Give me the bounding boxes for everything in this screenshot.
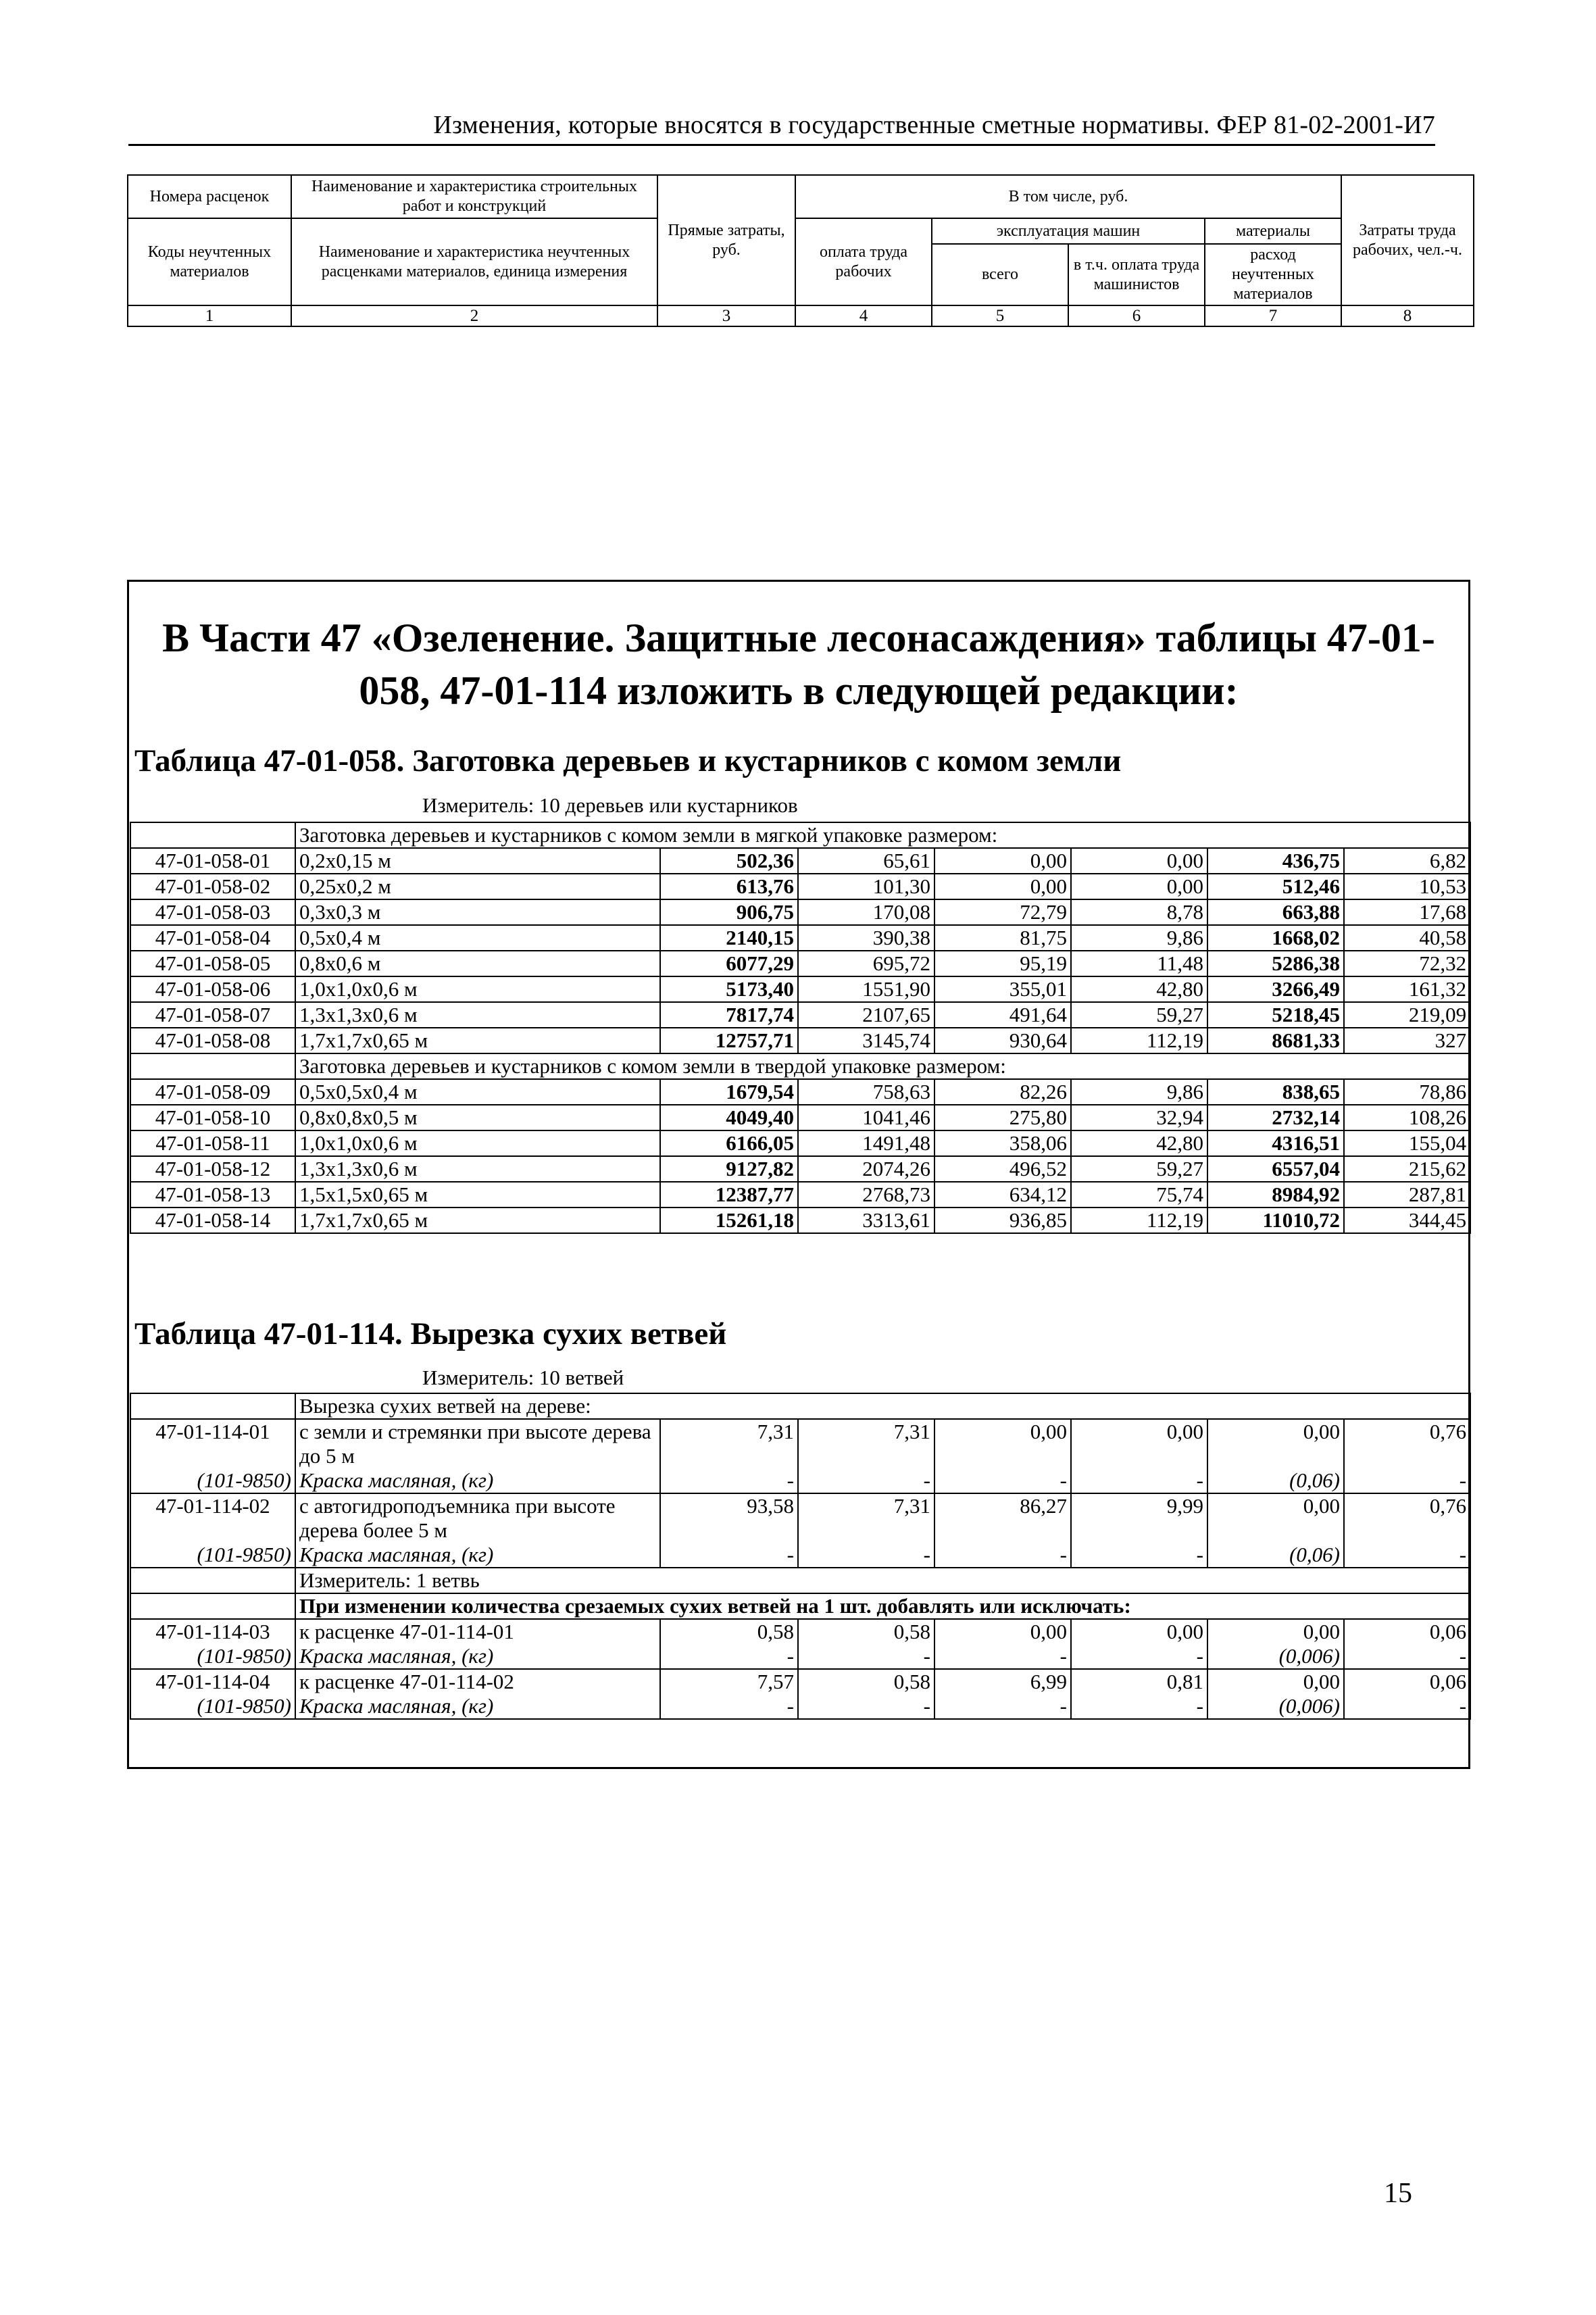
materials-cost: 663,88	[1207, 899, 1344, 925]
rate-code: 47-01-058-01	[130, 848, 295, 874]
rate-name: с земли и стремянки при высоте дерева до 5 м	[295, 1419, 660, 1468]
table-47-01-114-meter: Измеритель: 10 ветвей	[422, 1366, 624, 1389]
machine-labor-cost: 0,00	[1071, 874, 1207, 899]
col-number: 6	[1068, 305, 1205, 326]
machine-labor-cost: 0,81	[1071, 1669, 1207, 1694]
labor-cost: 101,30	[798, 874, 934, 899]
direct-cost: -	[660, 1468, 798, 1493]
document-title: Изменения, которые вносятся в государственные сметные нормативы. ФЕР 81-02-2001-И7	[433, 111, 1435, 139]
table-row	[130, 1079, 1470, 1105]
machine-labor-cost: 11,48	[1071, 951, 1207, 976]
material-row	[130, 1468, 1470, 1493]
machine-cost: -	[934, 1644, 1071, 1669]
material-row	[130, 1694, 1470, 1719]
machine-cost: 930,64	[934, 1028, 1071, 1053]
labor-hours: 161,32	[1344, 976, 1470, 1002]
machine-cost: 0,00	[934, 848, 1071, 874]
material-code: (101-9850)	[130, 1543, 295, 1568]
col-header-2-bottom: Наименование и характеристика неучтенных расценками материалов, единица измерения	[291, 218, 657, 305]
machine-labor-cost: 0,00	[1071, 1419, 1207, 1468]
rate-name: 1,3x1,3x0,6 м	[295, 1156, 660, 1182]
labor-hours: 344,45	[1344, 1208, 1470, 1233]
material-row	[130, 1644, 1470, 1669]
rate-code: 47-01-058-12	[130, 1156, 295, 1182]
table-47-01-058	[130, 822, 1471, 1234]
rate-code: 47-01-058-09	[130, 1079, 295, 1105]
machine-labor-cost: 59,27	[1071, 1002, 1207, 1028]
material-consumption: (0,06)	[1207, 1468, 1344, 1493]
material-row	[130, 1543, 1470, 1568]
machine-labor-cost: 9,99	[1071, 1493, 1207, 1543]
labor-hours: 0,06	[1344, 1619, 1470, 1644]
direct-cost: 6077,29	[660, 951, 798, 976]
table-row	[130, 899, 1470, 925]
table-row	[130, 1182, 1470, 1208]
materials-cost: 3266,49	[1207, 976, 1344, 1002]
table-47-01-058-meter: Измеритель: 10 деревьев или кустарников	[422, 793, 798, 817]
rate-name: 1,7x1,7x0,65 м	[295, 1208, 660, 1233]
labor-cost: 2107,65	[798, 1002, 934, 1028]
material-name: Краска масляная, (кг)	[295, 1543, 660, 1568]
table-47-01-114	[130, 1393, 1471, 1720]
page-number: 15	[1384, 2178, 1412, 2209]
rate-code: 47-01-058-02	[130, 874, 295, 899]
direct-cost: -	[660, 1644, 798, 1669]
machine-labor-cost: 75,74	[1071, 1182, 1207, 1208]
rate-code: 47-01-058-10	[130, 1105, 295, 1130]
labor-hours: 10,53	[1344, 874, 1470, 899]
col-number: 4	[795, 305, 932, 326]
materials-cost: 8984,92	[1207, 1182, 1344, 1208]
col-header-1-bottom: Коды неучтенных материалов	[128, 218, 291, 305]
machine-labor-cost: 32,94	[1071, 1105, 1207, 1130]
direct-cost: 613,76	[660, 874, 798, 899]
labor-hours: -	[1344, 1694, 1470, 1719]
labor-cost: -	[798, 1543, 934, 1568]
col-number: 5	[932, 305, 1068, 326]
col-number: 7	[1205, 305, 1341, 326]
rate-name: 0,25x0,2 м	[295, 874, 660, 899]
table-row	[130, 1669, 1470, 1694]
machine-cost: 355,01	[934, 976, 1071, 1002]
machine-cost: 95,19	[934, 951, 1071, 976]
rate-code: 47-01-058-14	[130, 1208, 295, 1233]
machine-cost: 491,64	[934, 1002, 1071, 1028]
meter-one-branch: Измеритель: 1 ветвь	[295, 1568, 1470, 1593]
machine-cost: 72,79	[934, 899, 1071, 925]
materials-cost: 4316,51	[1207, 1130, 1344, 1156]
labor-hours: 6,82	[1344, 848, 1470, 874]
materials-cost: 5218,45	[1207, 1002, 1344, 1028]
meter-row	[130, 1568, 1470, 1593]
materials-cost: 2732,14	[1207, 1105, 1344, 1130]
table-row	[130, 976, 1470, 1002]
rate-name: 1,7x1,7x0,65 м	[295, 1028, 660, 1053]
labor-cost: 65,61	[798, 848, 934, 874]
table-47-01-058-heading: Таблица 47-01-058. Заготовка деревьев и кустарников с комом земли	[134, 743, 1122, 778]
rate-name: 0,5x0,4 м	[295, 925, 660, 951]
material-consumption: (0,006)	[1207, 1694, 1344, 1719]
table-47-01-114-heading: Таблица 47-01-114. Вырезка сухих ветвей	[134, 1316, 727, 1351]
labor-hours: 155,04	[1344, 1130, 1470, 1156]
machine-labor-cost: 59,27	[1071, 1156, 1207, 1182]
col-number: 8	[1341, 305, 1474, 326]
direct-cost: 7,57	[660, 1669, 798, 1694]
materials-cost: 0,00	[1207, 1493, 1344, 1543]
group-row	[130, 1593, 1470, 1619]
labor-cost: 7,31	[798, 1419, 934, 1468]
rate-name: 0,8x0,6 м	[295, 951, 660, 976]
machine-labor-cost: 9,86	[1071, 1079, 1207, 1105]
table-row	[130, 1028, 1470, 1053]
labor-cost: 3313,61	[798, 1208, 934, 1233]
table-row	[130, 925, 1470, 951]
col-number: 3	[657, 305, 795, 326]
labor-hours: 40,58	[1344, 925, 1470, 951]
labor-cost: 1551,90	[798, 976, 934, 1002]
machine-labor-cost: 42,80	[1071, 1130, 1207, 1156]
rate-code: 47-01-114-01	[130, 1419, 295, 1468]
rate-name: к расценке 47-01-114-02	[295, 1669, 660, 1694]
rate-name: 0,5x0,5x0,4 м	[295, 1079, 660, 1105]
rate-code: 47-01-114-03	[130, 1619, 295, 1644]
machine-labor-cost: -	[1071, 1644, 1207, 1669]
col-header-6: в т.ч. оплата труда машинистов	[1068, 244, 1205, 305]
amendment-box	[127, 580, 1470, 1769]
direct-cost: 12387,77	[660, 1182, 798, 1208]
labor-cost: 390,38	[798, 925, 934, 951]
material-code: (101-9850)	[130, 1468, 295, 1493]
labor-cost: 7,31	[798, 1493, 934, 1543]
materials-cost: 8681,33	[1207, 1028, 1344, 1053]
group-row	[130, 1053, 1470, 1079]
direct-cost: 502,36	[660, 848, 798, 874]
labor-hours: 17,68	[1344, 899, 1470, 925]
table-row	[130, 1419, 1470, 1468]
empty-cell	[130, 1568, 295, 1593]
machine-cost: 6,99	[934, 1669, 1071, 1694]
machine-labor-cost: 0,00	[1071, 1619, 1207, 1644]
machine-labor-cost: 0,00	[1071, 848, 1207, 874]
machine-cost: 0,00	[934, 1419, 1071, 1468]
group-row	[130, 822, 1470, 848]
machine-cost: 0,00	[934, 874, 1071, 899]
labor-hours: 108,26	[1344, 1105, 1470, 1130]
labor-cost: 758,63	[798, 1079, 934, 1105]
table-row	[130, 848, 1470, 874]
table-row	[130, 1208, 1470, 1233]
labor-hours: 219,09	[1344, 1002, 1470, 1028]
rate-name: 1,3x1,3x0,6 м	[295, 1002, 660, 1028]
machine-cost: 0,00	[934, 1619, 1071, 1644]
labor-hours: -	[1344, 1468, 1470, 1493]
machine-labor-cost: 112,19	[1071, 1208, 1207, 1233]
machine-cost: 86,27	[934, 1493, 1071, 1543]
materials-cost: 11010,72	[1207, 1208, 1344, 1233]
table-row	[130, 951, 1470, 976]
machine-cost: -	[934, 1694, 1071, 1719]
table-row	[130, 1002, 1470, 1028]
materials-cost: 512,46	[1207, 874, 1344, 899]
direct-cost: 0,58	[660, 1619, 798, 1644]
labor-cost: 170,08	[798, 899, 934, 925]
materials-cost: 5286,38	[1207, 951, 1344, 976]
table-row	[130, 1156, 1470, 1182]
table-row	[130, 1619, 1470, 1644]
col-header-1-top: Номера расценок	[128, 175, 291, 218]
rate-code: 47-01-058-13	[130, 1182, 295, 1208]
rate-name: 0,3x0,3 м	[295, 899, 660, 925]
rate-code: 47-01-058-08	[130, 1028, 295, 1053]
labor-hours: 0,76	[1344, 1419, 1470, 1468]
group-hard-packaging: Заготовка деревьев и кустарников с комом земли в твердой упаковке размером:	[295, 1053, 1470, 1079]
labor-cost: -	[798, 1644, 934, 1669]
col-header-8: Затраты труда рабочих, чел.-ч.	[1341, 175, 1474, 305]
materials-cost: 0,00	[1207, 1619, 1344, 1644]
materials-cost: 0,00	[1207, 1669, 1344, 1694]
machine-labor-cost: -	[1071, 1694, 1207, 1719]
rate-code: 47-01-114-04	[130, 1669, 295, 1694]
rate-name: 0,2x0,15 м	[295, 848, 660, 874]
rate-code: 47-01-058-04	[130, 925, 295, 951]
empty-cell	[130, 1593, 295, 1619]
rate-code: 47-01-058-06	[130, 976, 295, 1002]
labor-hours: 0,06	[1344, 1669, 1470, 1694]
materials-cost: 436,75	[1207, 848, 1344, 874]
empty-cell	[130, 822, 295, 848]
direct-cost: 6166,05	[660, 1130, 798, 1156]
materials-cost: 0,00	[1207, 1419, 1344, 1468]
labor-hours: 287,81	[1344, 1182, 1470, 1208]
rate-name: 1,0x1,0x0,6 м	[295, 1130, 660, 1156]
col-header-7: расход неучтенных материалов	[1205, 244, 1341, 305]
labor-hours: 327	[1344, 1028, 1470, 1053]
machine-labor-cost: 112,19	[1071, 1028, 1207, 1053]
rate-code: 47-01-058-11	[130, 1130, 295, 1156]
section-title: В Части 47 «Озеленение. Защитные лесонасаждения» таблицы 47-01-058, 47-01-114 изложить в следующей редакции:	[162, 616, 1435, 713]
labor-hours: 78,86	[1344, 1079, 1470, 1105]
machine-cost: -	[934, 1543, 1071, 1568]
machine-labor-cost: -	[1071, 1468, 1207, 1493]
direct-cost: 2140,15	[660, 925, 798, 951]
labor-cost: 2768,73	[798, 1182, 934, 1208]
labor-cost: -	[798, 1694, 934, 1719]
rate-name: с автогидроподъемника при высоте дерева более 5 м	[295, 1493, 660, 1543]
table-row	[130, 1493, 1470, 1543]
column-number-row	[128, 305, 1474, 326]
materials-cost: 838,65	[1207, 1079, 1344, 1105]
machine-cost: 936,85	[934, 1208, 1071, 1233]
labor-cost: 2074,26	[798, 1156, 934, 1182]
direct-cost: -	[660, 1694, 798, 1719]
rate-code: 47-01-114-02	[130, 1493, 295, 1543]
material-name: Краска масляная, (кг)	[295, 1468, 660, 1493]
labor-cost: 0,58	[798, 1669, 934, 1694]
direct-cost: 5173,40	[660, 976, 798, 1002]
col-header-machines: эксплуатация машин	[932, 218, 1205, 244]
rate-name: к расценке 47-01-114-01	[295, 1619, 660, 1644]
labor-cost: -	[798, 1468, 934, 1493]
machine-cost: 275,80	[934, 1105, 1071, 1130]
machine-labor-cost: 8,78	[1071, 899, 1207, 925]
labor-hours: 0,76	[1344, 1493, 1470, 1543]
rate-name: 1,5x1,5x0,65 м	[295, 1182, 660, 1208]
empty-cell	[130, 1053, 295, 1079]
column-header-table	[127, 174, 1474, 327]
direct-cost: 906,75	[660, 899, 798, 925]
col-header-materials: материалы	[1205, 218, 1341, 244]
direct-cost: 4049,40	[660, 1105, 798, 1130]
direct-cost: 9127,82	[660, 1156, 798, 1182]
rate-name: 1,0x1,0x0,6 м	[295, 976, 660, 1002]
labor-hours: -	[1344, 1644, 1470, 1669]
machine-cost: -	[934, 1468, 1071, 1493]
col-number: 1	[128, 305, 291, 326]
labor-cost: 695,72	[798, 951, 934, 976]
labor-hours: 215,62	[1344, 1156, 1470, 1182]
machine-labor-cost: -	[1071, 1543, 1207, 1568]
machine-cost: 358,06	[934, 1130, 1071, 1156]
rate-code: 47-01-058-05	[130, 951, 295, 976]
group-dry-branches: Вырезка сухих ветвей на дереве:	[295, 1393, 1470, 1419]
machine-cost: 496,52	[934, 1156, 1071, 1182]
col-header-3: Прямые затраты, руб.	[657, 175, 795, 305]
col-header-2-top: Наименование и характеристика строительных работ и конструкций	[291, 175, 657, 218]
rate-name: 0,8x0,8x0,5 м	[295, 1105, 660, 1130]
machine-cost: 81,75	[934, 925, 1071, 951]
table-row	[130, 1130, 1470, 1156]
col-header-5: всего	[932, 244, 1068, 305]
direct-cost: -	[660, 1543, 798, 1568]
direct-cost: 1679,54	[660, 1079, 798, 1105]
machine-labor-cost: 42,80	[1071, 976, 1207, 1002]
materials-cost: 1668,02	[1207, 925, 1344, 951]
material-name: Краска масляная, (кг)	[295, 1694, 660, 1719]
group-soft-packaging: Заготовка деревьев и кустарников с комом земли в мягкой упаковке размером:	[295, 822, 1470, 848]
direct-cost: 93,58	[660, 1493, 798, 1543]
direct-cost: 7817,74	[660, 1002, 798, 1028]
labor-hours: 72,32	[1344, 951, 1470, 976]
material-consumption: (0,006)	[1207, 1644, 1344, 1669]
rate-code: 47-01-058-03	[130, 899, 295, 925]
material-consumption: (0,06)	[1207, 1543, 1344, 1568]
material-name: Краска масляная, (кг)	[295, 1644, 660, 1669]
table-row	[130, 1105, 1470, 1130]
machine-labor-cost: 9,86	[1071, 925, 1207, 951]
machine-cost: 82,26	[934, 1079, 1071, 1105]
material-code: (101-9850)	[130, 1694, 295, 1719]
group-add-subtract: При изменении количества срезаемых сухих ветвей на 1 шт. добавлять или исключать:	[295, 1593, 1470, 1619]
page-header	[128, 110, 1435, 146]
labor-cost: 1041,46	[798, 1105, 934, 1130]
direct-cost: 7,31	[660, 1419, 798, 1468]
direct-cost: 12757,71	[660, 1028, 798, 1053]
group-row	[130, 1393, 1470, 1419]
col-header-in-that: В том числе, руб.	[795, 175, 1341, 218]
col-header-4: оплата труда рабочих	[795, 218, 932, 305]
labor-cost: 0,58	[798, 1619, 934, 1644]
machine-cost: 634,12	[934, 1182, 1071, 1208]
labor-hours: -	[1344, 1543, 1470, 1568]
labor-cost: 1491,48	[798, 1130, 934, 1156]
col-number: 2	[291, 305, 657, 326]
rate-code: 47-01-058-07	[130, 1002, 295, 1028]
materials-cost: 6557,04	[1207, 1156, 1344, 1182]
table-row	[130, 874, 1470, 899]
empty-cell	[130, 1393, 295, 1419]
direct-cost: 15261,18	[660, 1208, 798, 1233]
labor-cost: 3145,74	[798, 1028, 934, 1053]
material-code: (101-9850)	[130, 1644, 295, 1669]
